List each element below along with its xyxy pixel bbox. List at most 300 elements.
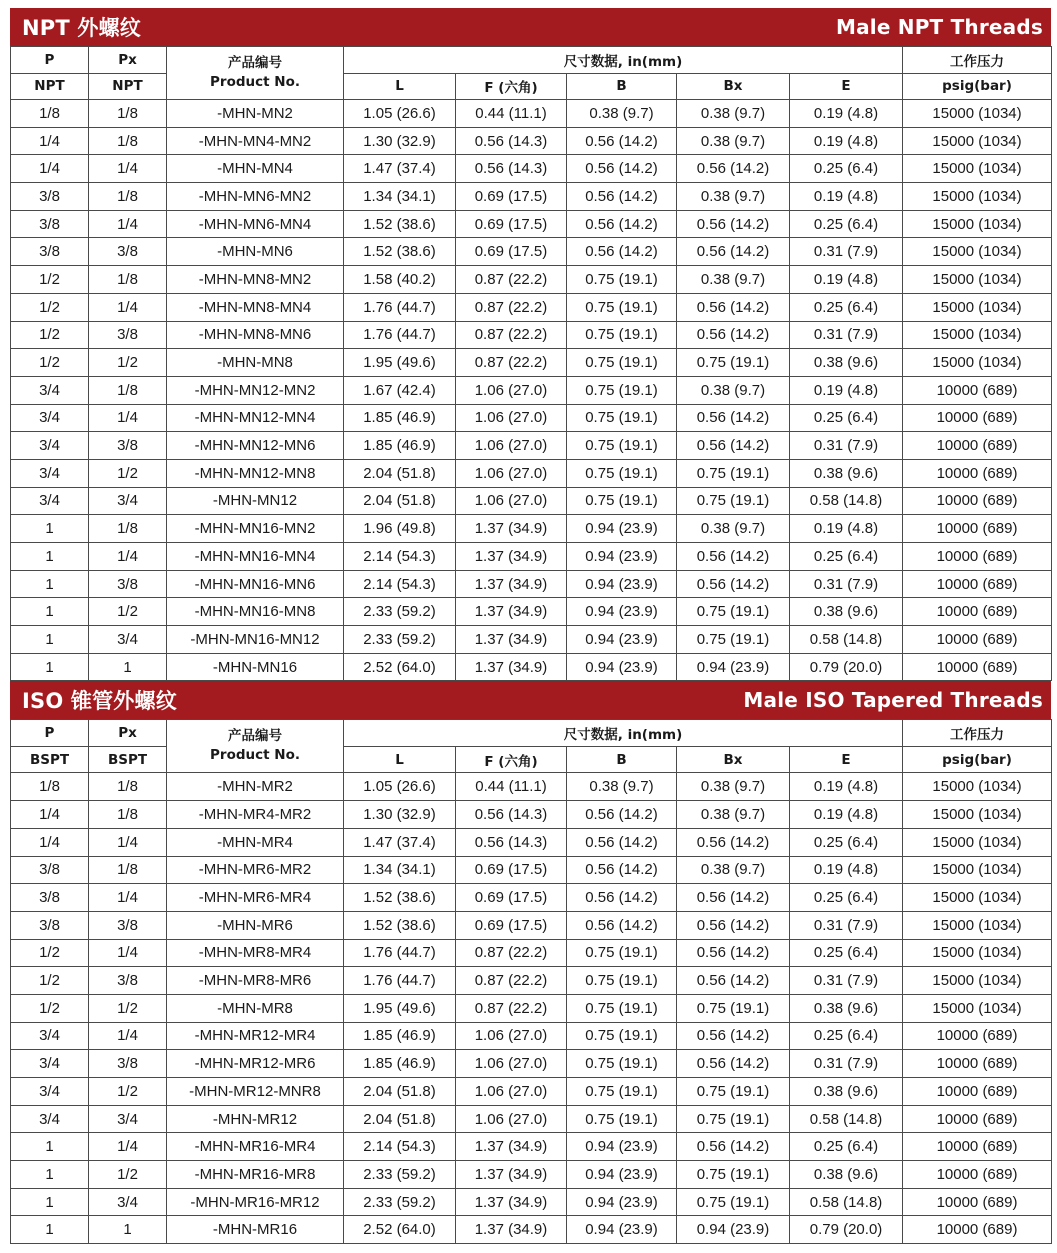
cell-p: 3/4 [11,487,89,515]
cell-l: 2.33 (59.2) [344,598,456,626]
cell-e: 0.38 (9.6) [790,1161,903,1189]
cell-product-no: -MHN-MR16-MR8 [167,1161,344,1189]
cell-f: 0.69 (17.5) [456,911,567,939]
cell-b: 0.38 (9.7) [567,100,677,128]
table-row [11,911,1052,939]
cell-e: 0.31 (7.9) [790,570,903,598]
cell-b: 0.75 (19.1) [567,487,677,515]
cell-product-no: -MHN-MR8-MR4 [167,939,344,967]
cell-bx: 0.94 (23.9) [677,653,790,681]
table-row [11,183,1052,211]
table-row [11,884,1052,912]
table-row [11,828,1052,856]
cell-e: 0.38 (9.6) [790,349,903,377]
cell-l: 1.34 (34.1) [344,856,456,884]
cell-b: 0.75 (19.1) [567,1105,677,1133]
cell-f: 0.56 (14.3) [456,155,567,183]
cell-product-no: -MHN-MR8 [167,994,344,1022]
cell-product-no: -MHN-MN16-MN2 [167,515,344,543]
cell-p: 3/4 [11,1078,89,1106]
cell-pressure: 15000 (1034) [903,884,1052,912]
cell-pressure: 15000 (1034) [903,238,1052,266]
cell-f: 1.37 (34.9) [456,1188,567,1216]
cell-l: 1.85 (46.9) [344,404,456,432]
cell-b: 0.94 (23.9) [567,598,677,626]
table-row [11,570,1052,598]
cell-l: 1.67 (42.4) [344,376,456,404]
cell-e: 0.19 (4.8) [790,376,903,404]
table-row [11,1022,1052,1050]
cell-product-no: -MHN-MR12-MR6 [167,1050,344,1078]
cell-px: 3/4 [89,626,167,654]
cell-e: 0.31 (7.9) [790,238,903,266]
cell-f: 1.06 (27.0) [456,1050,567,1078]
npt-table [10,46,1052,681]
cell-b: 0.56 (14.2) [567,801,677,829]
cell-l: 2.52 (64.0) [344,653,456,681]
cell-bx: 0.56 (14.2) [677,911,790,939]
cell-pressure: 10000 (689) [903,598,1052,626]
cell-e: 0.19 (4.8) [790,801,903,829]
cell-pressure: 10000 (689) [903,432,1052,460]
cell-p: 1/2 [11,349,89,377]
table-row [11,210,1052,238]
cell-f: 1.06 (27.0) [456,1078,567,1106]
table-row [11,598,1052,626]
cell-pressure: 15000 (1034) [903,828,1052,856]
col-px-header: Px [89,720,167,747]
cell-product-no: -MHN-MN12-MN2 [167,376,344,404]
cell-product-no: -MHN-MR16 [167,1216,344,1244]
col-b-header: B [567,73,677,100]
cell-bx: 0.56 (14.2) [677,238,790,266]
cell-e: 0.25 (6.4) [790,210,903,238]
cell-p: 1 [11,543,89,571]
cell-e: 0.25 (6.4) [790,884,903,912]
table-row [11,801,1052,829]
cell-pressure: 10000 (689) [903,1133,1052,1161]
table-row [11,1188,1052,1216]
cell-l: 1.76 (44.7) [344,321,456,349]
cell-bx: 0.94 (23.9) [677,1216,790,1244]
cell-p: 1/2 [11,939,89,967]
cell-l: 2.04 (51.8) [344,487,456,515]
cell-l: 2.04 (51.8) [344,1078,456,1106]
cell-b: 0.75 (19.1) [567,266,677,294]
cell-e: 0.31 (7.9) [790,967,903,995]
cell-f: 1.06 (27.0) [456,432,567,460]
table-row [11,404,1052,432]
table-row [11,967,1052,995]
cell-e: 0.79 (20.0) [790,653,903,681]
cell-pressure: 10000 (689) [903,653,1052,681]
cell-e: 0.25 (6.4) [790,155,903,183]
cell-bx: 0.56 (14.2) [677,404,790,432]
col-f-header: F (六角) [456,746,567,773]
cell-p: 1 [11,1133,89,1161]
table-row [11,349,1052,377]
table-row [11,1133,1052,1161]
cell-pressure: 15000 (1034) [903,349,1052,377]
cell-f: 0.44 (11.1) [456,100,567,128]
cell-px: 3/8 [89,570,167,598]
cell-e: 0.19 (4.8) [790,100,903,128]
cell-product-no: -MHN-MR6 [167,911,344,939]
cell-e: 0.25 (6.4) [790,939,903,967]
table-row [11,1216,1052,1244]
cell-pressure: 10000 (689) [903,404,1052,432]
cell-p: 3/8 [11,884,89,912]
cell-product-no: -MHN-MN12-MN8 [167,459,344,487]
cell-p: 3/4 [11,1022,89,1050]
cell-pressure: 10000 (689) [903,1188,1052,1216]
cell-e: 0.58 (14.8) [790,1105,903,1133]
cell-pressure: 10000 (689) [903,1050,1052,1078]
cell-bx: 0.75 (19.1) [677,598,790,626]
cell-px: 1/4 [89,939,167,967]
cell-f: 1.37 (34.9) [456,1216,567,1244]
table-row [11,1161,1052,1189]
cell-l: 2.04 (51.8) [344,459,456,487]
cell-b: 0.94 (23.9) [567,515,677,543]
cell-l: 2.33 (59.2) [344,1188,456,1216]
cell-p: 3/4 [11,1050,89,1078]
cell-e: 0.19 (4.8) [790,127,903,155]
cell-e: 0.19 (4.8) [790,183,903,211]
cell-b: 0.94 (23.9) [567,626,677,654]
cell-b: 0.75 (19.1) [567,293,677,321]
dimensions-header: 尺寸数据, in(mm) [344,47,903,74]
spec-sheet [10,8,1051,1244]
cell-px: 1/4 [89,828,167,856]
cell-pressure: 10000 (689) [903,543,1052,571]
table-row [11,856,1052,884]
cell-bx: 0.38 (9.7) [677,127,790,155]
cell-p: 3/8 [11,856,89,884]
cell-l: 2.33 (59.2) [344,626,456,654]
col-px-header: Px [89,47,167,74]
cell-e: 0.25 (6.4) [790,1022,903,1050]
table-row [11,293,1052,321]
cell-f: 1.37 (34.9) [456,653,567,681]
cell-pressure: 10000 (689) [903,570,1052,598]
cell-f: 1.37 (34.9) [456,598,567,626]
cell-px: 1/4 [89,155,167,183]
cell-product-no: -MHN-MR6-MR4 [167,884,344,912]
cell-px: 1/4 [89,1022,167,1050]
cell-px: 1/8 [89,183,167,211]
cell-b: 0.56 (14.2) [567,828,677,856]
cell-product-no: -MHN-MN6-MN4 [167,210,344,238]
cell-f: 0.87 (22.2) [456,349,567,377]
cell-b: 0.75 (19.1) [567,432,677,460]
cell-f: 1.37 (34.9) [456,515,567,543]
cell-f: 0.56 (14.3) [456,801,567,829]
cell-l: 1.05 (26.6) [344,100,456,128]
cell-b: 0.94 (23.9) [567,570,677,598]
cell-f: 1.06 (27.0) [456,459,567,487]
cell-pressure: 10000 (689) [903,1078,1052,1106]
cell-product-no: -MHN-MN16-MN12 [167,626,344,654]
col-bx-header: Bx [677,73,790,100]
table-row [11,515,1052,543]
cell-pressure: 15000 (1034) [903,210,1052,238]
cell-product-no: -MHN-MN16-MN4 [167,543,344,571]
cell-px: 1/2 [89,349,167,377]
cell-e: 0.25 (6.4) [790,543,903,571]
cell-l: 1.30 (32.9) [344,801,456,829]
cell-f: 1.37 (34.9) [456,626,567,654]
cell-b: 0.75 (19.1) [567,1050,677,1078]
cell-px: 1/2 [89,994,167,1022]
cell-l: 2.14 (54.3) [344,1133,456,1161]
cell-product-no: -MHN-MN16-MN8 [167,598,344,626]
cell-px: 1/4 [89,210,167,238]
cell-px: 1/4 [89,293,167,321]
pressure-header-cn: 工作压力 [903,47,1052,74]
col-bx-header: Bx [677,746,790,773]
cell-l: 1.52 (38.6) [344,911,456,939]
cell-f: 0.87 (22.2) [456,321,567,349]
cell-e: 0.31 (7.9) [790,321,903,349]
npt-table-body [11,100,1052,681]
cell-pressure: 15000 (1034) [903,127,1052,155]
iso-table-body [11,773,1052,1244]
cell-b: 0.75 (19.1) [567,1022,677,1050]
cell-bx: 0.75 (19.1) [677,1188,790,1216]
table-row [11,432,1052,460]
cell-b: 0.56 (14.2) [567,884,677,912]
table-row [11,459,1052,487]
cell-bx: 0.38 (9.7) [677,183,790,211]
product-header-cn: 产品编号 [228,728,282,745]
cell-f: 0.69 (17.5) [456,238,567,266]
cell-l: 1.52 (38.6) [344,210,456,238]
cell-p: 1/2 [11,321,89,349]
cell-p: 1/4 [11,127,89,155]
cell-e: 0.31 (7.9) [790,911,903,939]
cell-px: 1/8 [89,801,167,829]
cell-b: 0.75 (19.1) [567,349,677,377]
dimensions-header: 尺寸数据, in(mm) [344,720,903,747]
cell-bx: 0.56 (14.2) [677,321,790,349]
table-row [11,543,1052,571]
cell-f: 1.37 (34.9) [456,1161,567,1189]
cell-p: 1/8 [11,773,89,801]
cell-px: 1/8 [89,856,167,884]
cell-px: 1/8 [89,773,167,801]
cell-pressure: 10000 (689) [903,1022,1052,1050]
npt-section-banner [10,8,1051,46]
cell-bx: 0.56 (14.2) [677,293,790,321]
cell-l: 1.05 (26.6) [344,773,456,801]
cell-l: 2.33 (59.2) [344,1161,456,1189]
cell-b: 0.75 (19.1) [567,321,677,349]
cell-product-no: -MHN-MR8-MR6 [167,967,344,995]
cell-pressure: 15000 (1034) [903,183,1052,211]
cell-f: 0.69 (17.5) [456,183,567,211]
cell-bx: 0.38 (9.7) [677,376,790,404]
cell-product-no: -MHN-MR4-MR2 [167,801,344,829]
cell-b: 0.56 (14.2) [567,238,677,266]
cell-px: 1/2 [89,459,167,487]
cell-l: 2.14 (54.3) [344,543,456,571]
cell-px: 1/4 [89,884,167,912]
cell-pressure: 10000 (689) [903,1105,1052,1133]
cell-b: 0.94 (23.9) [567,1133,677,1161]
cell-product-no: -MHN-MR6-MR2 [167,856,344,884]
cell-bx: 0.75 (19.1) [677,349,790,377]
cell-bx: 0.56 (14.2) [677,432,790,460]
col-p-unit: NPT [11,73,89,100]
cell-pressure: 15000 (1034) [903,801,1052,829]
cell-e: 0.38 (9.6) [790,1078,903,1106]
cell-px: 1/8 [89,515,167,543]
cell-p: 1 [11,1161,89,1189]
cell-pressure: 10000 (689) [903,376,1052,404]
cell-pressure: 15000 (1034) [903,100,1052,128]
cell-f: 0.87 (22.2) [456,293,567,321]
cell-px: 1/2 [89,1161,167,1189]
table-row [11,266,1052,294]
cell-pressure: 15000 (1034) [903,856,1052,884]
cell-l: 1.95 (49.6) [344,994,456,1022]
cell-f: 1.06 (27.0) [456,487,567,515]
cell-px: 3/4 [89,1188,167,1216]
cell-product-no: -MHN-MN4 [167,155,344,183]
col-f-header: F (六角) [456,73,567,100]
cell-b: 0.56 (14.2) [567,210,677,238]
cell-e: 0.19 (4.8) [790,266,903,294]
cell-bx: 0.75 (19.1) [677,487,790,515]
cell-l: 1.95 (49.6) [344,349,456,377]
cell-l: 1.52 (38.6) [344,238,456,266]
cell-e: 0.38 (9.6) [790,994,903,1022]
cell-f: 1.06 (27.0) [456,1105,567,1133]
cell-px: 3/8 [89,967,167,995]
iso-table [10,719,1052,1244]
cell-product-no: -MHN-MN8-MN6 [167,321,344,349]
cell-l: 1.76 (44.7) [344,293,456,321]
cell-bx: 0.38 (9.7) [677,773,790,801]
cell-p: 3/8 [11,911,89,939]
cell-b: 0.56 (14.2) [567,155,677,183]
cell-bx: 0.56 (14.2) [677,155,790,183]
cell-l: 1.76 (44.7) [344,967,456,995]
cell-e: 0.19 (4.8) [790,515,903,543]
table-row [11,653,1052,681]
cell-bx: 0.75 (19.1) [677,459,790,487]
cell-pressure: 15000 (1034) [903,155,1052,183]
npt-title-en: Male NPT Threads [835,15,1043,39]
cell-e: 0.25 (6.4) [790,293,903,321]
cell-b: 0.75 (19.1) [567,967,677,995]
cell-f: 0.69 (17.5) [456,856,567,884]
table-row [11,321,1052,349]
col-px-unit: BSPT [89,746,167,773]
cell-product-no: -MHN-MR12-MNR8 [167,1078,344,1106]
cell-px: 1/8 [89,376,167,404]
cell-px: 3/8 [89,911,167,939]
cell-px: 1/8 [89,127,167,155]
table-row [11,376,1052,404]
cell-p: 1/4 [11,801,89,829]
cell-f: 1.06 (27.0) [456,404,567,432]
cell-product-no: -MHN-MR16-MR12 [167,1188,344,1216]
cell-b: 0.56 (14.2) [567,183,677,211]
cell-p: 3/8 [11,238,89,266]
cell-product-no: -MHN-MN12-MN6 [167,432,344,460]
cell-px: 1/4 [89,404,167,432]
cell-b: 0.75 (19.1) [567,459,677,487]
table-row [11,1050,1052,1078]
cell-f: 0.69 (17.5) [456,884,567,912]
cell-b: 0.38 (9.7) [567,773,677,801]
cell-p: 1/2 [11,967,89,995]
table-row [11,773,1052,801]
cell-l: 2.14 (54.3) [344,570,456,598]
iso-section-banner [10,681,1051,719]
col-p-header: P [11,47,89,74]
pressure-header-en: psig(bar) [903,73,1052,100]
cell-bx: 0.56 (14.2) [677,543,790,571]
cell-product-no: -MHN-MN6 [167,238,344,266]
cell-l: 1.76 (44.7) [344,939,456,967]
cell-bx: 0.75 (19.1) [677,994,790,1022]
cell-l: 1.30 (32.9) [344,127,456,155]
cell-bx: 0.38 (9.7) [677,515,790,543]
cell-pressure: 15000 (1034) [903,321,1052,349]
cell-l: 1.85 (46.9) [344,1022,456,1050]
cell-b: 0.75 (19.1) [567,404,677,432]
cell-product-no: -MHN-MN8 [167,349,344,377]
cell-l: 2.52 (64.0) [344,1216,456,1244]
cell-b: 0.75 (19.1) [567,994,677,1022]
cell-e: 0.38 (9.6) [790,459,903,487]
cell-px: 3/8 [89,432,167,460]
cell-product-no: -MHN-MN16-MN6 [167,570,344,598]
cell-product-no: -MHN-MN2 [167,100,344,128]
cell-bx: 0.56 (14.2) [677,1050,790,1078]
cell-l: 1.58 (40.2) [344,266,456,294]
cell-b: 0.56 (14.2) [567,127,677,155]
cell-p: 1 [11,1188,89,1216]
cell-e: 0.58 (14.8) [790,1188,903,1216]
col-l-header: L [344,73,456,100]
cell-px: 3/8 [89,238,167,266]
cell-product-no: -MHN-MR16-MR4 [167,1133,344,1161]
col-p-header: P [11,720,89,747]
cell-bx: 0.75 (19.1) [677,626,790,654]
cell-px: 1/8 [89,266,167,294]
cell-f: 0.87 (22.2) [456,266,567,294]
cell-product-no: -MHN-MR4 [167,828,344,856]
cell-product-no: -MHN-MN12-MN4 [167,404,344,432]
cell-bx: 0.38 (9.7) [677,801,790,829]
cell-p: 1 [11,626,89,654]
cell-p: 1 [11,570,89,598]
cell-f: 1.37 (34.9) [456,570,567,598]
cell-pressure: 10000 (689) [903,459,1052,487]
cell-bx: 0.56 (14.2) [677,828,790,856]
cell-p: 1/8 [11,100,89,128]
cell-bx: 0.38 (9.7) [677,856,790,884]
cell-p: 1/2 [11,293,89,321]
cell-p: 3/8 [11,210,89,238]
cell-product-no: -MHN-MN4-MN2 [167,127,344,155]
table-row [11,1078,1052,1106]
cell-f: 0.87 (22.2) [456,994,567,1022]
